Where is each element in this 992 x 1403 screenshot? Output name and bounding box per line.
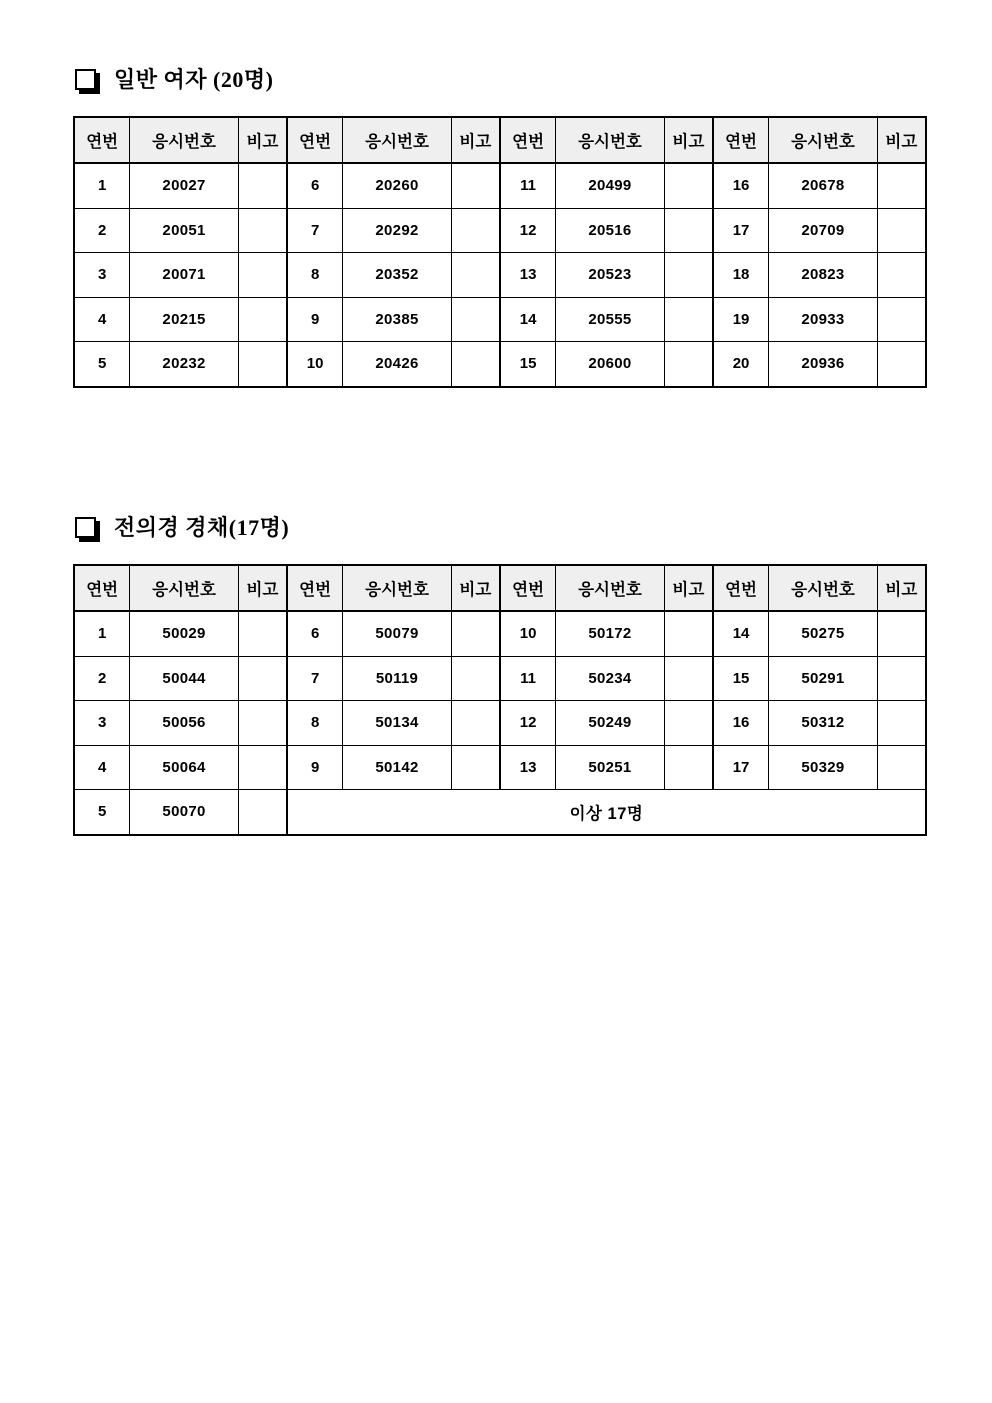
cell-code: 20352: [343, 253, 452, 298]
section-general-women: [73, 60, 927, 388]
cell-code: 20516: [556, 208, 665, 253]
section-title: 일반 여자 (20명): [114, 67, 274, 92]
cell-note: [238, 656, 287, 701]
cell-note: [664, 745, 713, 790]
cell-note: [451, 342, 500, 387]
cell-note: [664, 656, 713, 701]
cell-note: [664, 342, 713, 387]
cell-seq: 18: [713, 253, 769, 298]
cell-code: 20071: [130, 253, 239, 298]
header-seq-1: 연번: [74, 565, 130, 611]
table-row: [74, 297, 926, 342]
header-note-1: 비고: [238, 117, 287, 163]
header-seq-3: 연번: [500, 117, 556, 163]
table-row: [74, 745, 926, 790]
cell-seq: 8: [287, 253, 343, 298]
cell-seq: 5: [74, 790, 130, 835]
roster-table-general-women: [73, 116, 927, 388]
cell-seq: 2: [74, 656, 130, 701]
cell-code: 20426: [343, 342, 452, 387]
table-row: [74, 342, 926, 387]
cell-note: [238, 790, 287, 835]
table-row-summary: [74, 790, 926, 835]
header-note-4: 비고: [877, 117, 926, 163]
cell-note: [451, 701, 500, 746]
cell-seq: 9: [287, 297, 343, 342]
cell-seq: 16: [713, 163, 769, 208]
cell-code: 50070: [130, 790, 239, 835]
cell-seq: 14: [500, 297, 556, 342]
cell-seq: 10: [287, 342, 343, 387]
cell-code: 20499: [556, 163, 665, 208]
cell-note: [451, 745, 500, 790]
cell-note: [877, 701, 926, 746]
cell-code: 20523: [556, 253, 665, 298]
cell-note: [238, 745, 287, 790]
cell-note: [664, 253, 713, 298]
cell-code: 50056: [130, 701, 239, 746]
table-row: [74, 701, 926, 746]
section-title: 전의경 경채(17명): [114, 515, 290, 540]
cell-code: 50029: [130, 611, 239, 656]
cell-seq: 1: [74, 611, 130, 656]
cell-seq: 3: [74, 701, 130, 746]
cell-note: [238, 611, 287, 656]
cell-seq: 7: [287, 208, 343, 253]
cell-code: 20215: [130, 297, 239, 342]
cell-seq: 15: [500, 342, 556, 387]
roster-table-conscripted-police: [73, 564, 927, 836]
header-seq-1: 연번: [74, 117, 130, 163]
cell-code: 20933: [769, 297, 878, 342]
header-note-3: 비고: [664, 565, 713, 611]
cell-note: [451, 253, 500, 298]
cell-note: [451, 656, 500, 701]
header-code-4: 응시번호: [769, 565, 878, 611]
section-heading: [73, 508, 927, 548]
cell-code: 20292: [343, 208, 452, 253]
cell-seq: 15: [713, 656, 769, 701]
cell-note: [877, 208, 926, 253]
cell-seq: 11: [500, 656, 556, 701]
header-code-4: 응시번호: [769, 117, 878, 163]
cell-note: [238, 342, 287, 387]
header-code-2: 응시번호: [343, 117, 452, 163]
cell-code: 20678: [769, 163, 878, 208]
cell-code: 50275: [769, 611, 878, 656]
cell-note: [877, 342, 926, 387]
cell-code: 50312: [769, 701, 878, 746]
table-row: [74, 253, 926, 298]
header-code-1: 응시번호: [130, 117, 239, 163]
cell-note: [238, 701, 287, 746]
cell-seq: 6: [287, 611, 343, 656]
cell-code: 20600: [556, 342, 665, 387]
cell-note: [238, 297, 287, 342]
cell-note: [238, 163, 287, 208]
cell-code: 50329: [769, 745, 878, 790]
cell-note: [451, 163, 500, 208]
cell-note: [877, 745, 926, 790]
cell-seq: 17: [713, 208, 769, 253]
cell-note: [664, 163, 713, 208]
cell-seq: 14: [713, 611, 769, 656]
cell-seq: 12: [500, 701, 556, 746]
table-header-row: [74, 117, 926, 163]
header-seq-4: 연번: [713, 117, 769, 163]
header-code-1: 응시번호: [130, 565, 239, 611]
cell-seq: 13: [500, 745, 556, 790]
cell-seq: 10: [500, 611, 556, 656]
table-row: [74, 208, 926, 253]
cell-seq: 17: [713, 745, 769, 790]
cell-code: 20823: [769, 253, 878, 298]
header-note-2: 비고: [451, 565, 500, 611]
header-seq-2: 연번: [287, 117, 343, 163]
cell-seq: 9: [287, 745, 343, 790]
cell-seq: 4: [74, 297, 130, 342]
header-note-2: 비고: [451, 117, 500, 163]
header-seq-3: 연번: [500, 565, 556, 611]
section-conscripted-police: [73, 508, 927, 836]
cell-seq: 4: [74, 745, 130, 790]
square-bullet-icon: [75, 517, 96, 538]
cell-seq: 16: [713, 701, 769, 746]
cell-note: [238, 208, 287, 253]
cell-code: 50044: [130, 656, 239, 701]
cell-note: [664, 701, 713, 746]
cell-code: 50172: [556, 611, 665, 656]
cell-code: 50291: [769, 656, 878, 701]
cell-note: [451, 611, 500, 656]
cell-seq: 8: [287, 701, 343, 746]
table-row: [74, 656, 926, 701]
cell-code: 50079: [343, 611, 452, 656]
header-seq-4: 연번: [713, 565, 769, 611]
cell-note: [877, 611, 926, 656]
header-note-3: 비고: [664, 117, 713, 163]
cell-note: [664, 208, 713, 253]
cell-code: 50142: [343, 745, 452, 790]
square-bullet-icon: [75, 69, 96, 90]
cell-code: 50251: [556, 745, 665, 790]
cell-note: [877, 656, 926, 701]
cell-code: 20051: [130, 208, 239, 253]
cell-code: 20385: [343, 297, 452, 342]
cell-note: [451, 208, 500, 253]
cell-seq: 20: [713, 342, 769, 387]
header-code-3: 응시번호: [556, 117, 665, 163]
header-seq-2: 연번: [287, 565, 343, 611]
table-row: [74, 611, 926, 656]
header-note-4: 비고: [877, 565, 926, 611]
table-row: [74, 163, 926, 208]
cell-seq: 19: [713, 297, 769, 342]
table-header-row: [74, 565, 926, 611]
cell-note: [877, 253, 926, 298]
header-note-1: 비고: [238, 565, 287, 611]
section-heading: [73, 60, 927, 100]
cell-code: 20027: [130, 163, 239, 208]
cell-code: 50249: [556, 701, 665, 746]
cell-note: [877, 297, 926, 342]
cell-note: [238, 253, 287, 298]
cell-seq: 1: [74, 163, 130, 208]
cell-seq: 5: [74, 342, 130, 387]
cell-code: 20232: [130, 342, 239, 387]
cell-note: [664, 611, 713, 656]
cell-note: [664, 297, 713, 342]
cell-code: 20936: [769, 342, 878, 387]
cell-seq: 7: [287, 656, 343, 701]
cell-code: 50234: [556, 656, 665, 701]
cell-seq: 3: [74, 253, 130, 298]
cell-seq: 13: [500, 253, 556, 298]
cell-note: [877, 163, 926, 208]
cell-code: 50134: [343, 701, 452, 746]
cell-code: 20260: [343, 163, 452, 208]
cell-seq: 6: [287, 163, 343, 208]
cell-seq: 11: [500, 163, 556, 208]
cell-code: 20555: [556, 297, 665, 342]
header-code-3: 응시번호: [556, 565, 665, 611]
cell-code: 50119: [343, 656, 452, 701]
summary-total-cell: 이상 17명: [287, 790, 926, 835]
cell-code: 20709: [769, 208, 878, 253]
cell-note: [451, 297, 500, 342]
cell-seq: 2: [74, 208, 130, 253]
cell-seq: 12: [500, 208, 556, 253]
header-code-2: 응시번호: [343, 565, 452, 611]
cell-code: 50064: [130, 745, 239, 790]
